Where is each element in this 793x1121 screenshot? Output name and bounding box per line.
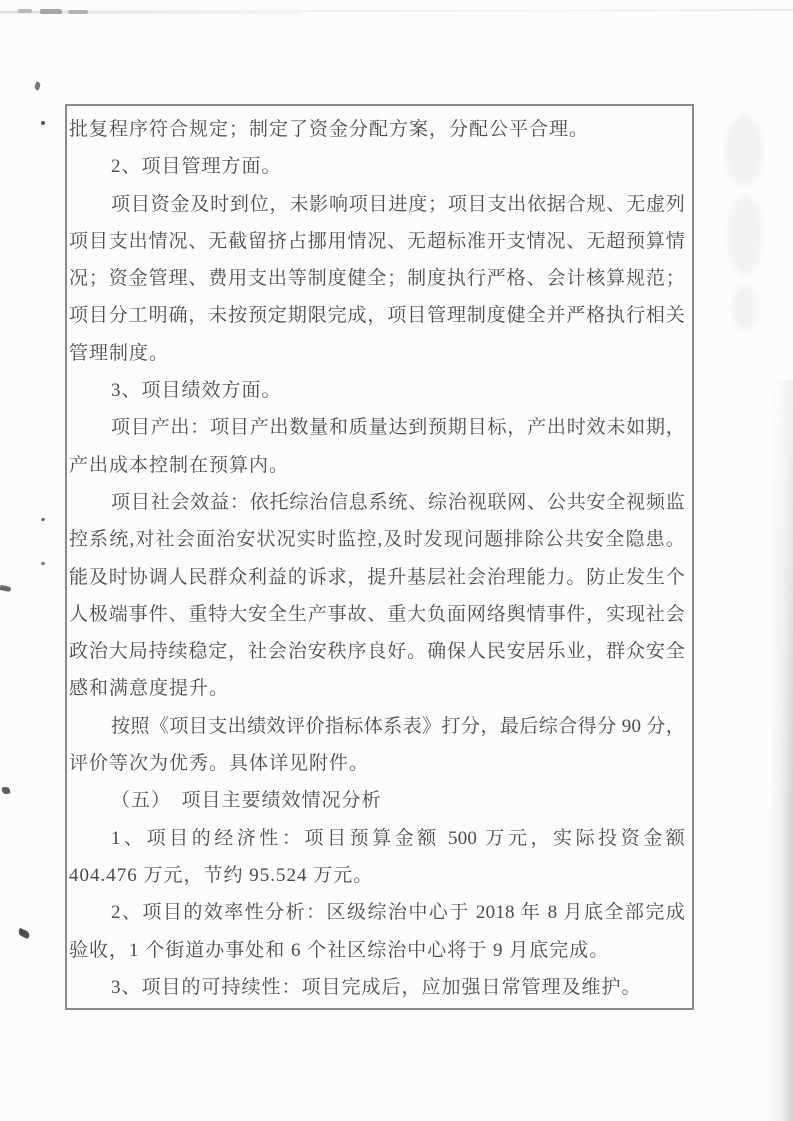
scan-streak-top (0, 9, 793, 13)
scan-smudge-top-left (40, 9, 62, 14)
text-line: 项目社会效益：依托综治信息系统、综治视联网、公共安全视频监 (111, 491, 685, 513)
ink-speck (41, 562, 46, 566)
text-line: 404.476 万元，节约 95.524 万元。 (69, 864, 374, 886)
text-line: 1、项目的经济性：项目预算金额 500 万元，实际投资金额 (111, 827, 685, 849)
scan-smudge-right (732, 285, 758, 330)
text-line: 况；资金管理、费用支出等制度健全；制度执行严格、会计核算规范； (69, 268, 685, 290)
scan-streak-top-faint (0, 13, 300, 14)
scan-edge-mark (17, 928, 31, 939)
text-line: 能及时协调人民群众利益的诉求，提升基层社会治理能力。防止发生个 (69, 566, 685, 588)
text-line: 项目资金及时到位，未影响项目进度；项目支出依据合规、无虚列 (111, 193, 685, 215)
scan-smudge-top-left (68, 10, 88, 14)
scan-shadow-right-edge (768, 380, 793, 1121)
scan-smudge-right (725, 115, 763, 185)
text-line: 3、项目绩效方面。 (111, 380, 282, 402)
text-line: 验收，1 个街道办事处和 6 个社区综治中心将于 9 月底完成。 (69, 939, 610, 961)
text-line: 评价等次为优秀。具体详见附件。 (69, 753, 370, 775)
text-line: 3、项目的可持续性：项目完成后，应加强日常管理及维护。 (111, 976, 642, 998)
text-line: 政治大局持续稳定，社会治安秩序良好。确保人民安居乐业，群众安全 (69, 641, 685, 663)
text-line: 产出成本控制在预算内。 (69, 454, 290, 476)
ink-speck (41, 517, 46, 521)
scan-edge-mark (2, 786, 11, 794)
text-line: 管理制度。 (69, 342, 170, 364)
text-line: 感和满意度提升。 (69, 678, 230, 700)
document-border-box (65, 104, 694, 1010)
scan-smudge-top-left (18, 9, 32, 13)
text-line: （五） 项目主要绩效情况分析 (111, 790, 382, 812)
text-line: 项目分工明确，未按预定期限完成，项目管理制度健全并严格执行相关 (69, 305, 685, 327)
scan-edge-mark (0, 585, 11, 592)
text-line: 项目产出：项目产出数量和质量达到预期目标，产出时效未如期， (111, 417, 685, 439)
scan-smudge-right (728, 195, 762, 275)
ink-speck (34, 81, 41, 90)
text-line: 批复程序符合规定；制定了资金分配方案，分配公平合理。 (69, 119, 590, 140)
text-line: 控系统,对社会面治安状况实时监控,及时发现问题排除公共安全隐患。 (69, 529, 685, 551)
text-line: 2、项目的效率性分析：区级综治中心于 2018 年 8 月底全部完成 (111, 902, 685, 924)
text-line: 2、项目管理方面。 (111, 156, 282, 178)
ink-speck (41, 121, 45, 125)
text-line: 按照《项目支出绩效评价指标体系表》打分，最后综合得分 90 分， (111, 715, 685, 737)
text-line: 项目支出情况、无截留挤占挪用情况、无超标准开支情况、无超预算情 (69, 230, 685, 252)
text-line: 人极端事件、重特大安全生产事故、重大负面网络舆情事件，实现社会 (69, 603, 685, 625)
document-body (69, 111, 685, 1006)
